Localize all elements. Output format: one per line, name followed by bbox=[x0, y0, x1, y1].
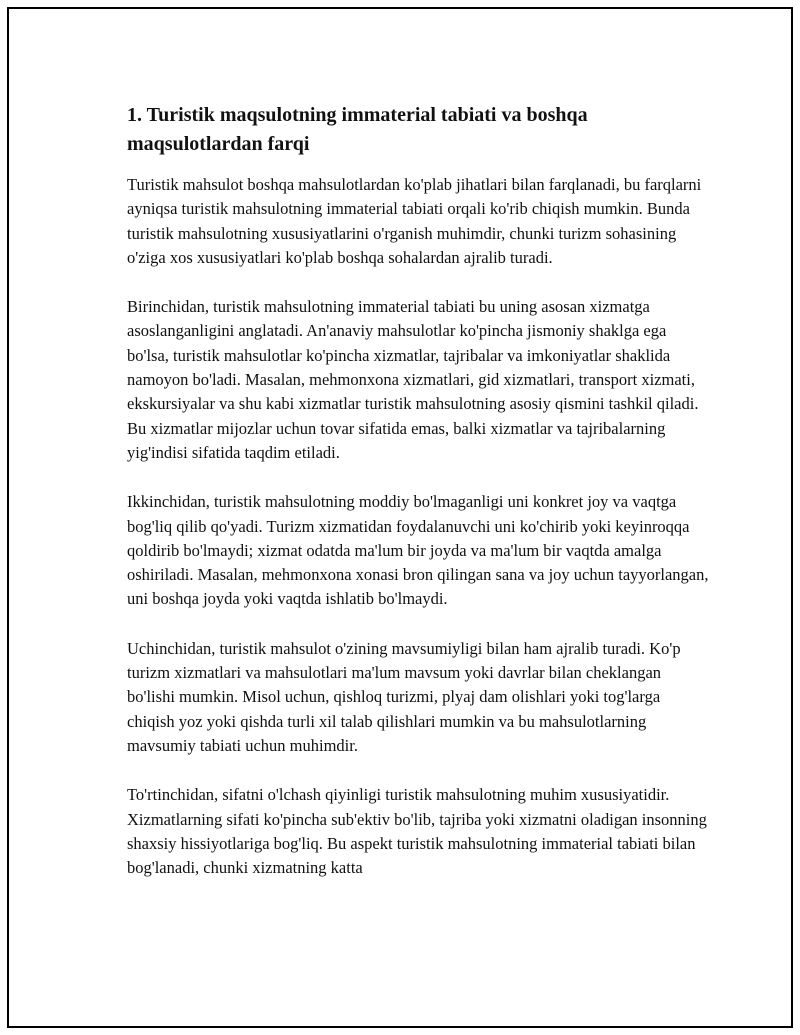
paragraph-third-point: Uchinchidan, turistik mahsulot o'zining mavsumiyligi bilan ham ajralib turadi. Ko'p turizm xizmatlari va mahsulotlari ma'lum mavsum yoki davrlar bilan cheklangan bo'lishi mumkin. Misol uchun, qishloq turizmi, plyaj dam olishlari yoki tog'larga chiqish yoz yoki qishda turli xil talab qilishlari mumkin va bu mahsulotlarning mavsumiy tabiati uchun muhimdir. bbox=[127, 638, 681, 755]
paragraph-fourth-point: To'rtinchidan, sifatni o'lchash qiyinligi turistik mahsulotning muhim xususiyatidir. Xizmatlarning sifati ko'pincha sub'ektiv bo'lib, tajriba yoki xizmatni oladigan insonning shaxsiy hissiyotlariga bog'liq. Bu aspekt turistik mahsulotning immaterial tabiati bilan bog'lanadi, chunki xizmatning katta bbox=[127, 785, 707, 878]
paragraph-first-point: Birinchidan, turistik mahsulotning immaterial tabiati bu uning asosan xizmatga asoslanganligini anglatadi. An'anaviy mahsulotlar ko'pincha jismoniy shaklga ega bo'lsa, turistik mahsulotlar ko'pincha xizmatlar, tajribalar va imkoniyatlar shaklida namoyon bo'ladi. Masalan, mehmonxona xizmatlari, gid xizmatlari, transport xizmati, ekskursiyalar va shu kabi xizmatlar turistik mahsulotning asosiy qismini tashkil qiladi. Bu xizmatlar mijozlar uchun tovar sifatida emas, balki xizmatlar va tajribalarning yig'indisi sifatida taqdim etiladi. bbox=[127, 297, 699, 462]
page-frame bbox=[7, 7, 793, 1028]
paragraph-second-point: Ikkinchidan, turistik mahsulotning moddiy bo'lmaganligi uni konkret joy va vaqtga bog'liq qilib qo'yadi. Turizm xizmatidan foydalanuvchi uni ko'chirib yoki keyinroqqa qoldirib bo'lmaydi; xizmat odatda ma'lum bir joyda va ma'lum bir vaqtda amalga oshiriladi. Masalan, mehmonxona xonasi bron qilingan sana va joy uchun tayyorlangan, uni boshqa joyda yoki vaqtda ishlatib bo'lmaydi. bbox=[127, 492, 709, 609]
section-title: 1. Turistik maqsulotning immaterial tabiati va boshqa maqsulotlardan farqi bbox=[127, 104, 588, 155]
paragraph-intro: Turistik mahsulot boshqa mahsulotlardan ko'plab jihatlari bilan farqlanadi, bu farqlarni ayniqsa turistik mahsulotning immaterial tabiati orqali ko'rib chiqish mumkin. Bunda turistik mahsulotning xususiyatlarini o'rganish muhimdir, chunki turizm sohasining o'ziga xos xususiyatlari ko'plab boshqa sohalardan ajralib turadi. bbox=[127, 175, 702, 267]
document-body bbox=[127, 101, 709, 905]
